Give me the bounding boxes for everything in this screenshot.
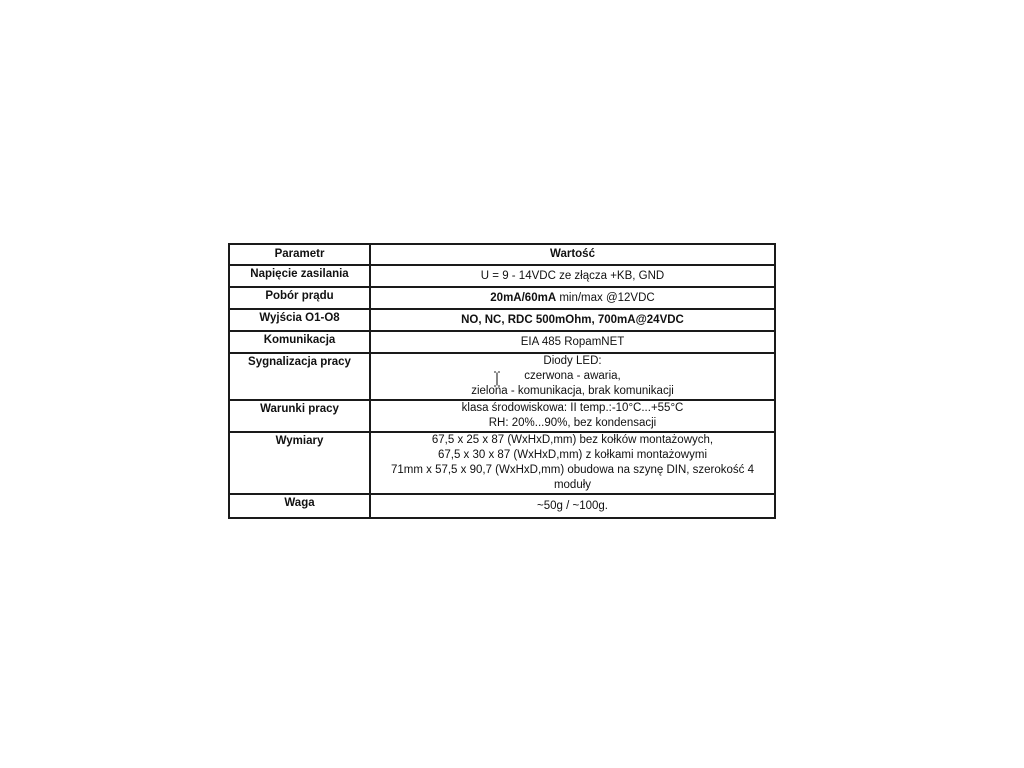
value-cell bbox=[370, 494, 775, 518]
value-line: NO, NC, RDC 500mOhm, 700mA@24VDC bbox=[461, 313, 684, 326]
param-cell: Wyjścia O1-O8 bbox=[229, 309, 370, 331]
param-cell: Waga bbox=[229, 494, 370, 518]
value-bold-text: 20mA/60mA bbox=[490, 291, 557, 304]
value-cell bbox=[370, 432, 775, 494]
value-cell bbox=[370, 353, 775, 400]
value-line: zielona - komunikacja, brak komunikacji bbox=[471, 385, 674, 397]
header-value: Wartość bbox=[370, 244, 775, 265]
table-row bbox=[229, 494, 775, 518]
table-row bbox=[229, 331, 775, 353]
table-row bbox=[229, 432, 775, 494]
value-line: EIA 485 RopamNET bbox=[520, 335, 625, 348]
value-line: klasa środowiskowa: II temp.:-10°C...+55°C bbox=[461, 402, 684, 414]
table-row bbox=[229, 265, 775, 287]
value-line: czerwona - awaria, bbox=[524, 370, 621, 382]
value-line: 67,5 x 30 x 87 (WxHxD,mm) z kołkami montażowymi bbox=[437, 449, 708, 461]
value-cell bbox=[370, 265, 775, 287]
value-cell bbox=[370, 309, 775, 331]
header-parameter: Parametr bbox=[229, 244, 370, 265]
value-cell bbox=[370, 287, 775, 309]
table-row bbox=[229, 287, 775, 309]
param-cell: Wymiary bbox=[229, 432, 370, 494]
param-cell: Komunikacja bbox=[229, 331, 370, 353]
table-header-row bbox=[229, 244, 775, 265]
specification-table bbox=[228, 243, 776, 519]
param-cell: Napięcie zasilania bbox=[229, 265, 370, 287]
param-cell: Warunki pracy bbox=[229, 400, 370, 432]
table-row bbox=[229, 353, 775, 400]
text-cursor-icon bbox=[493, 371, 501, 387]
value-line: Diody LED: bbox=[543, 355, 602, 367]
value-normal-text: min/max @12VDC bbox=[556, 291, 655, 304]
value-line: 67,5 x 25 x 87 (WxHxD,mm) bez kołków montażowych, bbox=[431, 434, 714, 446]
table-row bbox=[229, 400, 775, 432]
table-row bbox=[229, 309, 775, 331]
value-line: 71mm x 57,5 x 90,7 (WxHxD,mm) obudowa na szynę DIN, szerokość 4 bbox=[390, 464, 754, 476]
value-line: RH: 20%...90%, bez kondensacji bbox=[488, 417, 657, 429]
value-cell bbox=[370, 331, 775, 353]
param-cell: Sygnalizacja pracy bbox=[229, 353, 370, 400]
value-line: moduły bbox=[553, 479, 592, 491]
value-cell bbox=[370, 400, 775, 432]
param-cell: Pobór prądu bbox=[229, 287, 370, 309]
value-line: U = 9 - 14VDC ze złącza +KB, GND bbox=[480, 269, 665, 282]
value-line: ~50g / ~100g. bbox=[537, 499, 608, 512]
